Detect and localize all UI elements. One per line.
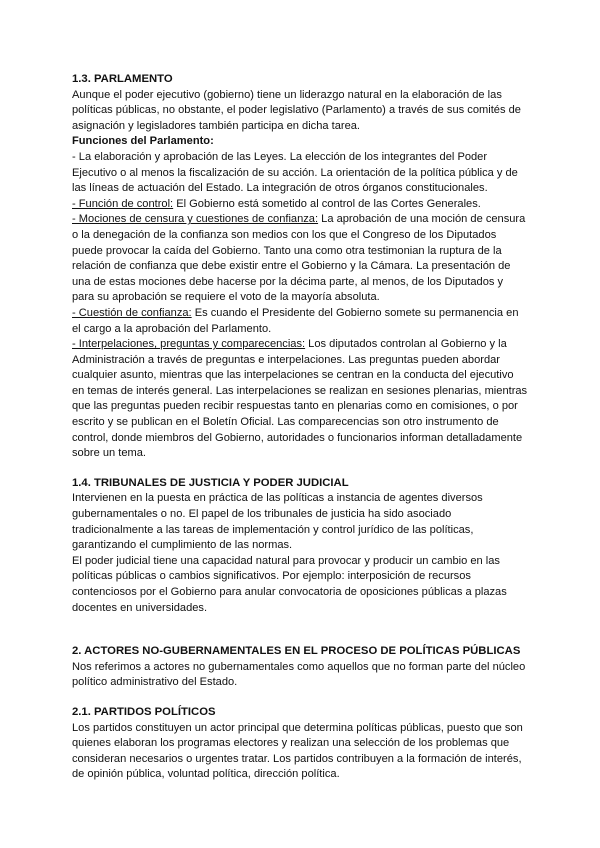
interpelaciones-item (72, 337, 528, 462)
section-heading-tribunales: 1.4. TRIBUNALES DE JUSTICIA Y PODER JUDICIAL (72, 476, 349, 489)
partidos-paragraph: Los partidos constituyen un actor principal que determina políticas públicas, puesto que son quienes elaboran los programas electores y realizan una selección de los problemas que consideran necesarios o urgentes tratar. Los partidos contribuyen a la formación de interés, de opinión pública, voluntad política, dirección política. (72, 721, 523, 781)
tribunales-paragraph-1: Intervienen en la puesta en práctica de las políticas a instancia de agentes diversos gubernamentales o no. El papel de los tribunales de justicia ha sido asociado tradicionalmente a las tareas de implementación y control jurídico de las políticas, garantizando el cumplimiento de las normas. (72, 492, 483, 552)
control-text: El Gobierno está sometido al control de las Cortes Generales. (173, 197, 481, 210)
functions-title: Funciones del Parlamento: (72, 135, 214, 148)
tribunales-paragraph-2: El poder judicial tiene una capacidad natural para provocar y producir un cambio en las políticas públicas o cambios significativos. Por ejemplo: interposición de recursos contenciosos por el Gobierno para anular convocatoria de oposiciones públicas a plazas docentes en universidades. (72, 554, 507, 614)
spacer (72, 616, 528, 644)
functions-text: - La elaboración y aprobación de las Leyes. La elección de los integrantes del Poder Ejecutivo o al menos la fiscalización de su acción. La orientación de la política pública y de las líneas de actuación del Estado. La integración de otros órganos constitucionales. (72, 150, 518, 195)
parlamento-intro: Aunque el poder ejecutivo (gobierno) tiene un liderazgo natural en la elaboración de las políticas públicas, no obstante, el poder legislativo (Parlamento) a través de sus comités de asignación y legisladores también participa en dicha tarea. (72, 88, 521, 132)
section-heading-partidos: 2.1. PARTIDOS POLÍTICOS (72, 705, 216, 718)
section-heading-actores: 2. ACTORES NO-GUBERNAMENTALES EN EL PROCESO DE POLÍTICAS PÚBLICAS (72, 645, 521, 658)
spacer (72, 691, 528, 705)
control-label: - Función de control: (72, 197, 174, 210)
spacer (72, 462, 528, 476)
cuestion-text: Es cuando el Presidente del Gobierno somete su permanencia en el cargo a la aprobación del Parlamento. (72, 306, 519, 335)
cuestion-item (72, 306, 528, 337)
mociones-label: - Mociones de censura y cuestiones de confianza: (72, 213, 319, 226)
mociones-item (72, 212, 528, 306)
section-heading-parlamento: 1.3. PARLAMENTO (72, 73, 173, 85)
mociones-text: La aprobación de una moción de censura o la denegación de la confianza son medios con los que el Congreso de los Diputados puede provocar la caída del Gobierno. Tanto una como otra testimonian la ruptura de la relación de confianza que debe existir entre el Gobierno y la Cámara. La presentación de una de estas mociones debe hacerse por la décima parte, al menos, de los Diputados y para su aprobación se requiere el voto de la mayoría absoluta. (72, 213, 526, 304)
actores-paragraph: Nos referimos a actores no gubernamentales como aquellos que no forman parte del núcleo político administrativo del Estado. (72, 660, 526, 689)
cuestion-label: - Cuestión de confianza: (72, 306, 192, 319)
control-item (72, 197, 528, 213)
interpelaciones-label: - Interpelaciones, preguntas y comparecencias: (72, 338, 306, 351)
interpelaciones-text: Los diputados controlan al Gobierno y la Administración a través de preguntas e interpelaciones. Las preguntas pueden abordar cualquier asunto, mientras que las interpelaciones se centran en la conducta del ejecutivo en temas de interés general. Las interpelaciones se realizan en sesiones plenarias, mientras que las preguntas pueden recibir respuestas tanto en plenarias como en comisiones, o por escrito y se publican en el Boletín Oficial. Las comparecencias son otro instrumento de control, donde miembros del Gobierno, autoridades o funcionarios informan detalladamente sobre un tema. (72, 338, 528, 460)
